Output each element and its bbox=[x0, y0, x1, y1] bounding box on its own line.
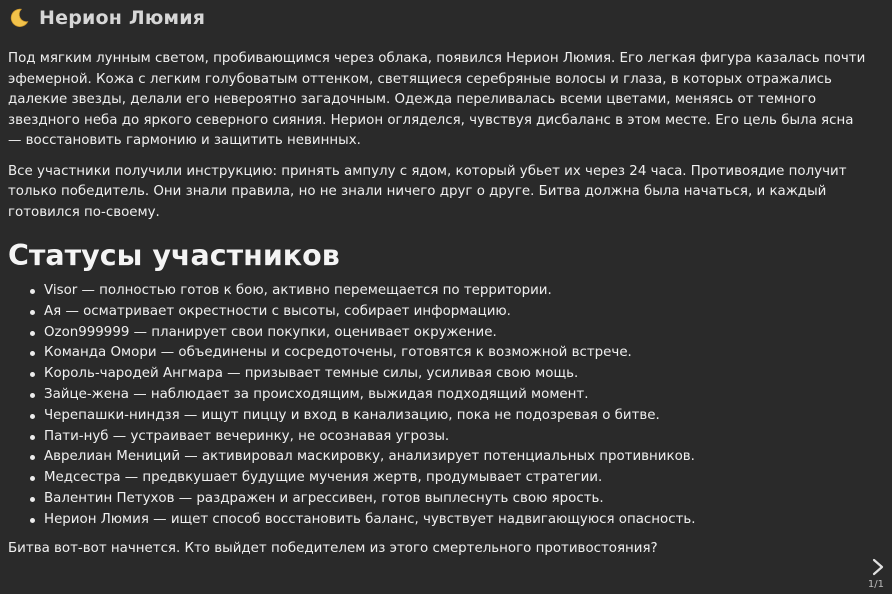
list-item: Ая — осматривает окрестности с высоты, собирает информацию. bbox=[44, 302, 870, 323]
page-title: Нерион Люмия bbox=[39, 7, 206, 29]
list-item: Ozon999999 — планирует свои покупки, оценивает окружение. bbox=[44, 323, 870, 344]
story-paragraph: Под мягким лунным светом, пробивающимся через облака, появился Нерион Люмия. Его легкая фигура казалась почти эфемерной. Кожа с легким голубоватым оттенком, светящиеся серебряные волосы и глаза, в которых отражались далекие звезды, делали его невероятно загадочным. Одежда переливалась всеми цветами, меняясь от темного звездного неба до яркого северного сияния. Нерион огляделся, чувствуя дисбаланс в этом месте. Его цель была ясна — восстановить гармонию и защитить невинных. bbox=[8, 51, 866, 148]
list-item: Команда Омори — объединены и сосредоточены, готовятся к возможной встрече. bbox=[44, 343, 870, 364]
list-item: Медсестра — предвкушает будущие мучения жертв, продумывает стратегии. bbox=[44, 468, 870, 489]
story-content bbox=[8, 49, 870, 569]
list-item: Король-чародей Ангмара — призывает темные силы, усиливая свою мощь. bbox=[44, 364, 870, 385]
section-heading: Статусы участников bbox=[8, 239, 340, 272]
list-item: Валентин Петухов — раздражен и агрессивен, готов выплеснуть свою ярость. bbox=[44, 489, 870, 510]
status-list bbox=[8, 281, 870, 531]
story-paragraph: Все участники получили инструкцию: принять ампулу с ядом, который убьет их через 24 часа. Противоядие получит только победитель. Они знали правила, но не знали ничего друг о друге. Битва должна была начаться, и каждый готовился по-своему. bbox=[8, 163, 847, 220]
list-item: Visor — полностью готов к бою, активно перемещается по территории. bbox=[44, 281, 870, 302]
crescent-moon-icon bbox=[8, 7, 30, 29]
list-item: Нерион Люмия — ищет способ восстановить баланс, чувствует надвигающуюся опасность. bbox=[44, 510, 870, 531]
page-indicator: 1/1 bbox=[867, 579, 884, 590]
closing-paragraph: Битва вот-вот начнется. Кто выйдет победителем из этого смертельного противостояния? bbox=[8, 540, 658, 556]
list-item: Зайце-жена — наблюдает за происходящим, выжидая подходящий момент. bbox=[44, 385, 870, 406]
chevron-right-icon bbox=[872, 558, 884, 576]
page-title-row bbox=[8, 7, 205, 29]
list-item: Пати-нуб — устраивает вечеринку, не осознавая угрозы. bbox=[44, 427, 870, 448]
list-item: Черепашки-ниндзя — ищут пиццу и вход в канализацию, пока не подозревая о битве. bbox=[44, 406, 870, 427]
list-item: Аврелиан Менициӣ — активировал маскировку, анализирует потенциальных противников. bbox=[44, 447, 870, 468]
next-page-button[interactable] bbox=[869, 556, 887, 578]
